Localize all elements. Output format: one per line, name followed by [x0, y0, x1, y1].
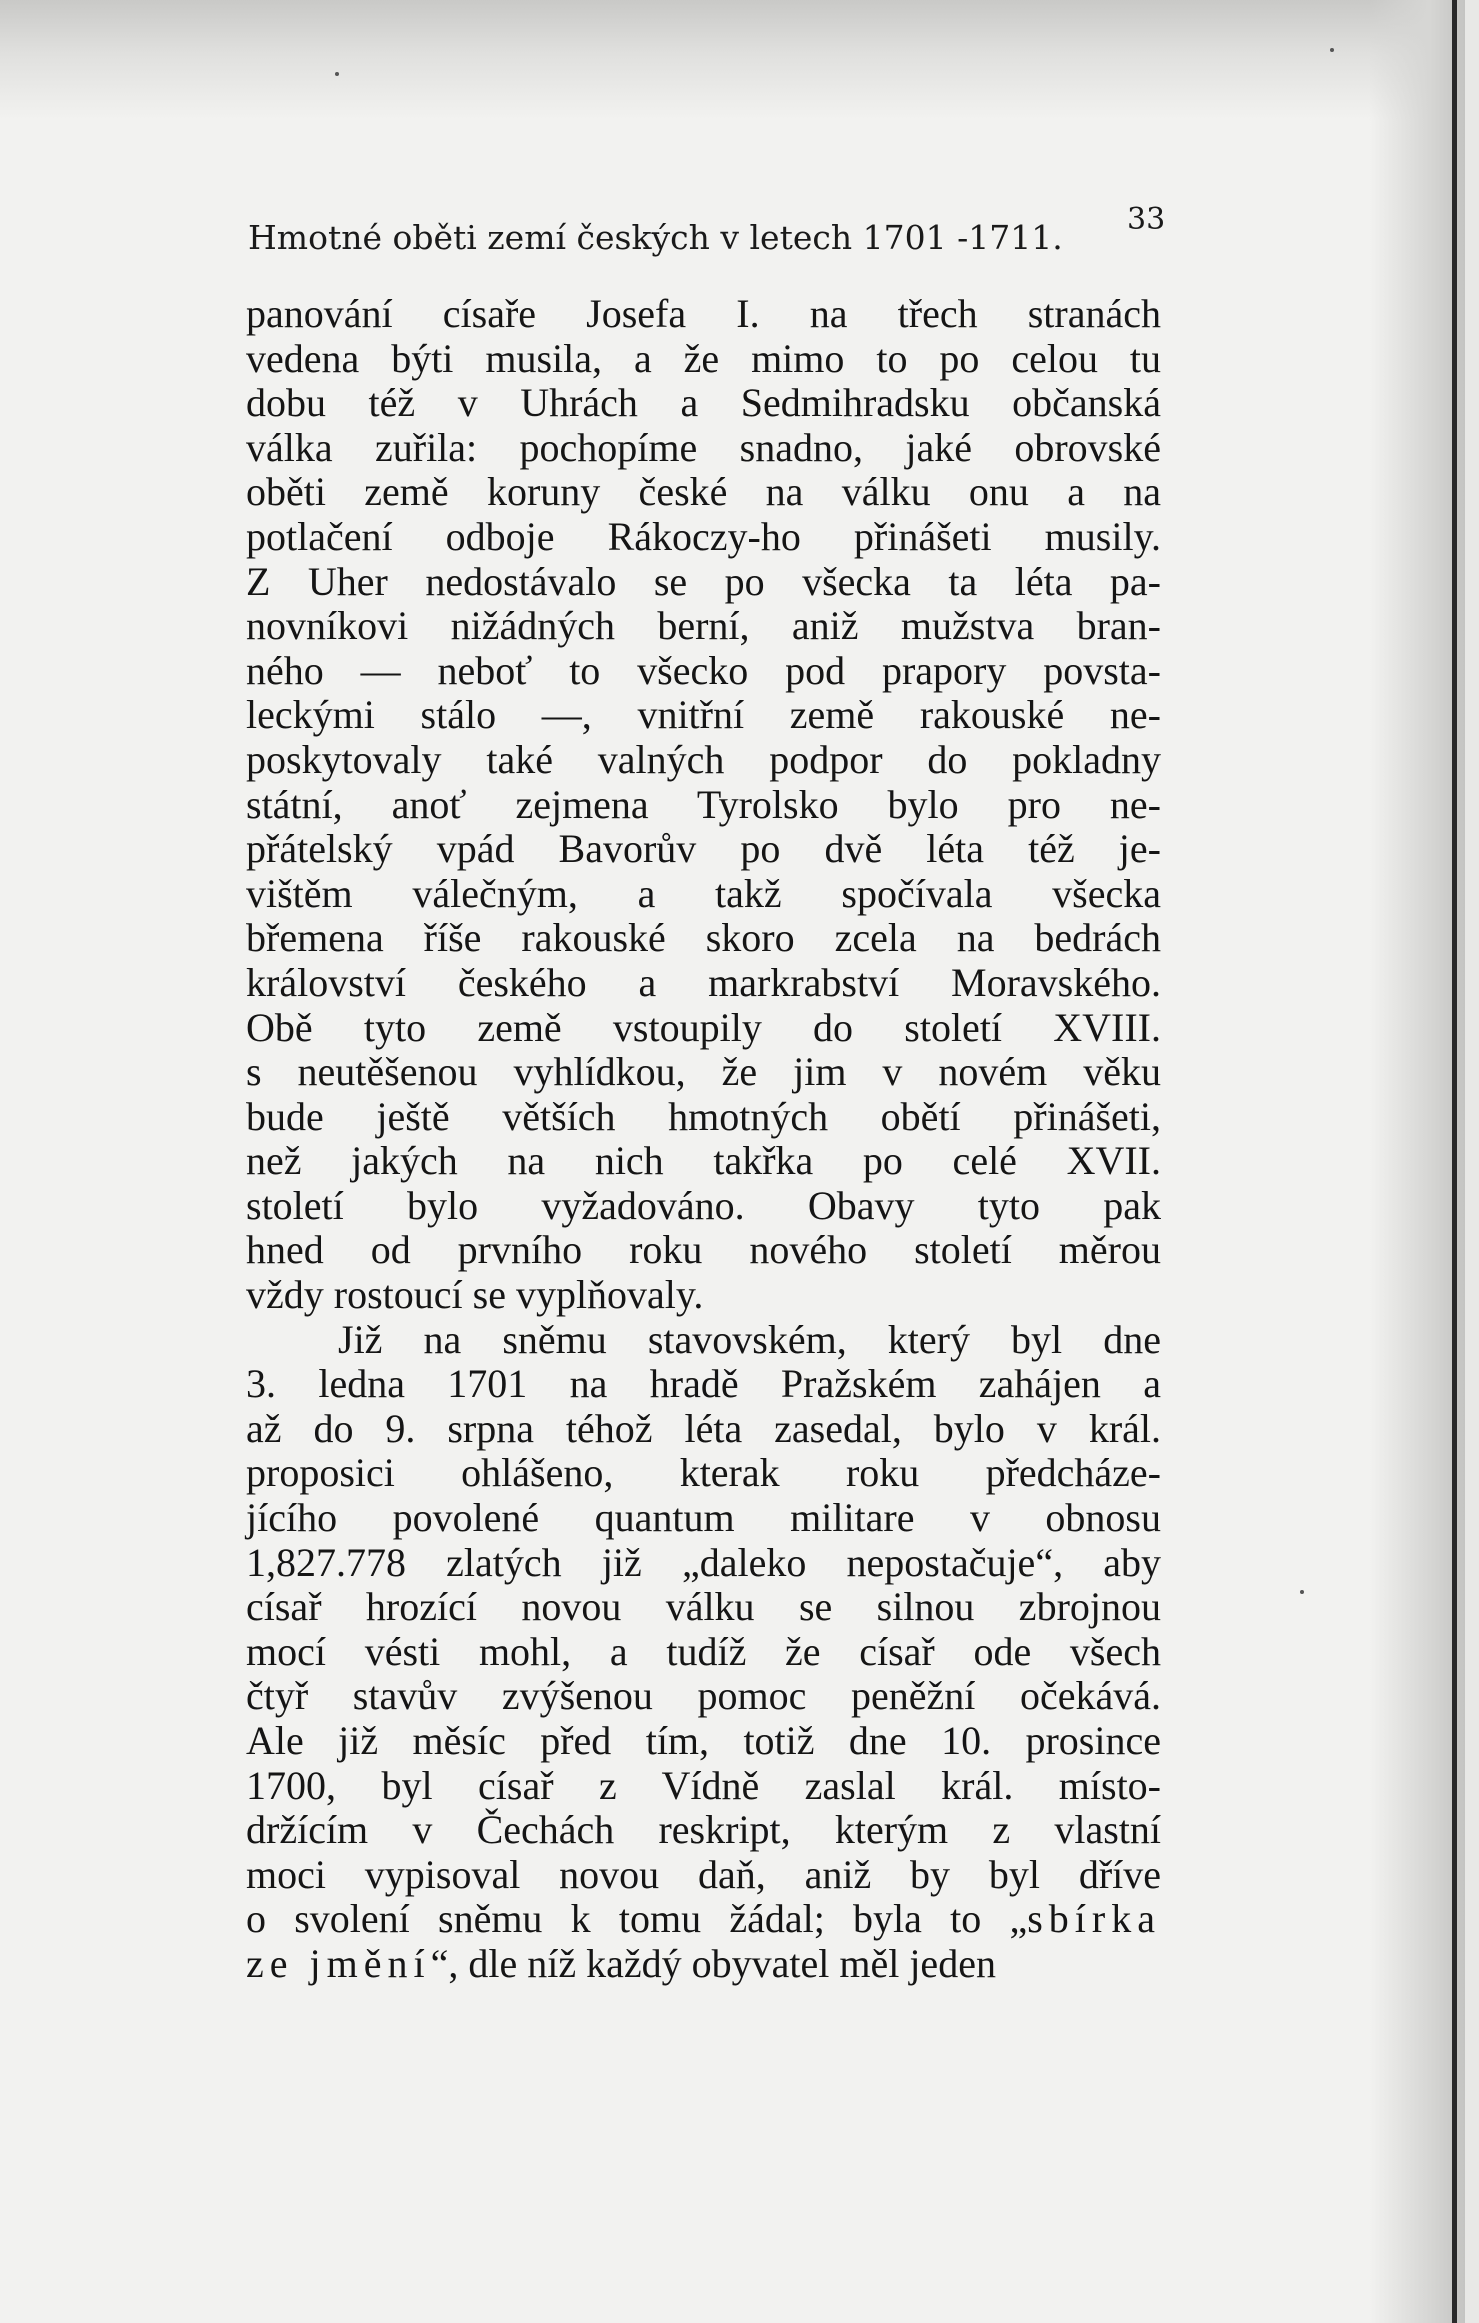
scan-shadow-right [1369, 0, 1479, 2323]
text-line-with-spaced-word [246, 1942, 1161, 1987]
text-line: přátelský vpád Bavorův po dvě léta též je- [246, 826, 1161, 872]
text-line: století bylo vyžadováno. Obavy tyto pak [246, 1182, 1161, 1228]
scan-speck [1300, 1590, 1304, 1594]
running-title: Hmotné oběti zemí českých v letech 1701 -1711. [248, 218, 1063, 257]
text-line: 1700, byl císař z Vídně zaslal král. místo- [246, 1762, 1161, 1808]
page-number: 33 [1127, 202, 1166, 237]
text-line: čtyř stavův zvýšenou pomoc peněžní očekává. [246, 1673, 1161, 1719]
body-text [246, 292, 1161, 1987]
spaced-word: ze jmění [246, 1940, 431, 1986]
text-line: bude ještě větších hmotných obětí přinášeti, [246, 1093, 1161, 1139]
text-line: moci vypisoval novou daň, aniž by byl dříve [246, 1851, 1161, 1897]
text-line: mocí vésti mohl, a tudíž že císař ode všech [246, 1628, 1161, 1674]
text-line: proposici ohlášeno, kterak roku předcháze- [246, 1450, 1161, 1496]
text-fragment: “, dle níž každý obyvatel měl jeden [430, 1940, 996, 1986]
text-fragment: o svolení sněmu k tomu žádal; byla to „ [246, 1896, 1028, 1942]
scan-shadow-top [0, 0, 1479, 120]
text-line: 1,827.778 zlatých již „daleko nepostačuje“, aby [246, 1539, 1161, 1585]
scan-margin [1465, 0, 1479, 2323]
text-line: vždy rostoucí se vyplňovaly. [246, 1272, 704, 1318]
text-line: jícího povolené quantum militare v obnosu [246, 1495, 1161, 1541]
text-line: novníkovi nižádných berní, aniž mužstva bran- [246, 603, 1161, 649]
text-line: potlačení odboje Rákoczy-ho přinášeti musily. [246, 513, 1161, 559]
text-line-with-spaced-word [246, 1897, 1161, 1942]
scan-speck [1330, 48, 1334, 52]
spaced-word: sbírka [1027, 1896, 1161, 1942]
text-line: dobu též v Uhrách a Sedmihradsku občanská [246, 380, 1161, 426]
text-line: císař hrozící novou válku se silnou zbrojnou [246, 1584, 1161, 1630]
text-line: hned od prvního roku nového století měrou [246, 1227, 1161, 1273]
text-line: panování císaře Josefa I. na třech stranách [246, 291, 1161, 336]
text-line: vištěm válečným, a takž spočívala všecka [246, 870, 1161, 916]
text-line: oběti země koruny české na válku onu a na [246, 469, 1161, 515]
page-edge [1452, 0, 1457, 2323]
text-line: vedena býti musila, a že mimo to po celou tu [246, 335, 1161, 381]
text-line: státní, anoť zejmena Tyrolsko bylo pro ne- [246, 781, 1161, 827]
text-line: poskytovaly také valných podpor do pokladny [246, 736, 1161, 782]
text-line: Ale již měsíc před tím, totiž dne 10. prosince [246, 1718, 1161, 1763]
scan-speck [335, 72, 339, 76]
text-line: království českého a markrabství Moravského. [246, 959, 1161, 1005]
text-line: držícím v Čechách reskript, kterým z vlastní [246, 1807, 1161, 1853]
text-line: ného — neboť to všecko pod prapory povsta- [246, 647, 1161, 693]
text-line: Již na sněmu stavovském, který byl dne [338, 1316, 1161, 1362]
text-line: válka zuřila: pochopíme snadno, jaké obrovské [246, 424, 1161, 470]
text-line: břemena říše rakouské skoro zcela na bedrách [246, 915, 1161, 961]
text-line: s neutěšenou vyhlídkou, že jim v novém věku [246, 1049, 1161, 1095]
text-line: až do 9. srpna téhož léta zasedal, bylo v král. [246, 1405, 1161, 1451]
text-line: 3. ledna 1701 na hradě Pražském zahájen a [246, 1361, 1161, 1407]
text-line: Obě tyto země vstoupily do století XVIII. [246, 1004, 1161, 1050]
text-line: než jakých na nich takřka po celé XVII. [246, 1138, 1161, 1184]
text-line: Z Uher nedostávalo se po všecka ta léta pa- [246, 558, 1161, 604]
text-line: leckými stálo —, vnitřní země rakouské ne- [246, 692, 1161, 738]
